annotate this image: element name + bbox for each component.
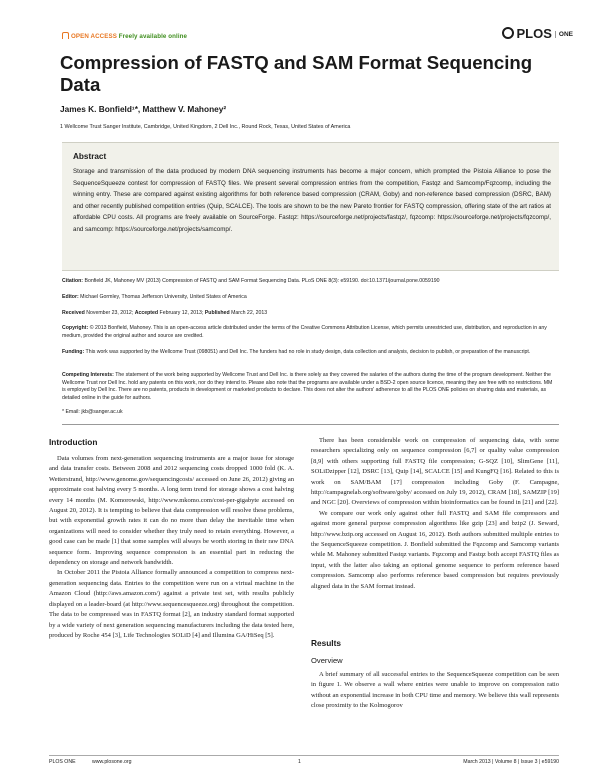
right-column	[311, 436, 559, 592]
footer-journal: PLOS ONE	[49, 759, 76, 765]
introduction-heading: Introduction	[49, 437, 98, 447]
page-number: 1	[298, 759, 301, 765]
overview-text: A brief summary of all successful entries to the SequenceSqueeze competition can be seen in figure 1. We observe a wall where entries were unable to improve on compression ratio without an exponential increase in both CPU time and memory. We believe this wall represents close proximity to the Kolmogorov	[311, 671, 559, 710]
overview-heading: Overview	[311, 656, 343, 665]
copyright-line: Copyright: © 2013 Bonfield, Mahoney. This is an open-access article distributed under the terms of the Creative Commons Attribution License, which permits unrestricted use, distribution, and reproduction in any medium, provided the original author and source are credited.	[62, 325, 547, 339]
citation-line: Citation: Bonfield JK, Mahoney MV (2013) Compression of FASTQ and SAM Format Sequencing Data. PLoS ONE 8(3): e59190. doi:10.1371/journal.pone.0059190	[62, 278, 440, 284]
abstract-text: Storage and transmission of the data produced by modern DNA sequencing instruments has become a major concern, which prompted the Pistoia Alliance to pose the SequenceSqueeze contest for compression of FASTQ files. We present several compression entries from the competition, Fastqz and Samcomp/Fqzcomp, including the winning entry. These are compared against existing algorithms for both reference based compression (CRAM, Goby) and non-reference based compression (DSRC, BAM) and other recently published competition entries (Quip, SCALCE). The tools are shown to be the new Pareto frontier for FASTQ compression, offering state of the art ratios at affordable CPU costs. All programs are freely available on SourceForge. Fastqz: https://sourceforge.net/projects/fastqz/, fqzcomp: https://sourceforge.net/projects/fqzcomp/, and samcomp: https://sourceforge.net/projects/samcomp/.	[73, 168, 551, 233]
results-heading: Results	[311, 638, 341, 648]
editor-line: Editor: Michael Gormley, Thomas Jefferson University, United States of America	[62, 294, 247, 300]
plos-ring-icon	[502, 27, 514, 39]
dates-line: Received November 23, 2012; Accepted February 12, 2013; Published March 22, 2013	[62, 310, 268, 316]
affiliations: 1 Wellcome Trust Sanger Institute, Cambridge, United Kingdom, 2 Dell Inc., Round Rock, Texas, United States of America	[60, 124, 351, 130]
intro-paragraph: Data volumes from next-generation sequencing instruments are a major issue for storage and data transfer costs. Between 2008 and 2012 sequencing costs dropped 1000 fold (K. A. Wetterstrand, http://www.genome.gov/sequencingcosts/ accessed on June 26, 2012) giving an approximate cost halving every 5 months. A long term trend for storage shows a cost halving every 14 months (M. Komorowski, http://www.mkomo.com/cost-per-gigabyte accessed on August 20, 2012). It is tempting to believe that data compression will resolve these problems, but with exponential growth rates it can do no more than delay the inevitable time when organizations will need to consider whether they truly need to retain everything. However, a good case can be made [1] that some samples will always be worth storing in their raw DNA sequence form. Improving sequence compression is an essential part in reducing the dependency on storage and network bandwidth.	[49, 455, 294, 567]
abstract-heading: Abstract	[73, 152, 107, 161]
section-divider	[62, 424, 559, 425]
plos-one-logo: PLOS ONE	[502, 26, 574, 41]
footer-issue: March 2013 | Volume 8 | Issue 3 | e59190	[463, 759, 559, 765]
intro-paragraph: In October 2011 the Pistoia Alliance formally announced a competition to compress next-generation sequencing data. Entries to the competition were run on a virtual machine in the Amazon Cloud (http://aws.amazon.com/) against a private test set, with results publicly displayed on a leader-board (at http://www.sequencesqueeze.org) throughout the competition. The data to be compressed was in FASTQ format [2], an industry standard format supported by a wide variety of next generation sequencing manufacturers including the data tested here, produced by Roche 454 [3], Life Technologies SOLiD [4] and Illumina GA/HiSeq [5].	[49, 569, 294, 639]
footer-url: www.plosone.org	[92, 759, 132, 765]
body-paragraph: There has been considerable work on compression of sequencing data, with some researchers specializing only on sequence compression [6,7] or quality value compression [8,9] with others supporting full FASTQ file compression; G-SQZ [10], SlimGene [11], SOLiDzipper [12], DSRC [13], Quip [14], SCALCE [15] and KungFQ [16]. Related to this is work on SAM/BAM [17] compression including Goby (F. Campagne, http://campagnelab.org/software/goby/ accessed on July 19, 2012), CRAM [18], SAMZIP [19] and NGC [20]. Overviews of compression within bioinformatics can be found in [21] and [22].	[311, 437, 559, 507]
author-list: James K. Bonfield¹*, Matthew V. Mahoney²	[60, 104, 227, 114]
footer-rule	[49, 755, 559, 756]
competing-interests: Competing Interests: The statement of the work being supported by Wellcome Trust and Dell Inc. is there solely as they covered the salaries of the authors during the time of the program development. Neither the Wellcome Trust nor Dell Inc. hold any patents on this work, nor do they intend to. Please also note that the programs are available under a BSD-2 open source licence, meaning they are free with no restrictions. MM is employed by Dell Inc. There are no patents, products in development or marketed products to declare. This does not alter the authors' adherence to all the PLOS ONE policies on sharing data and materials, as detailed online in the guide for authors.	[62, 372, 553, 401]
article-title: Compression of FASTQ and SAM Format Sequencing Data	[60, 52, 533, 95]
left-column	[49, 454, 294, 641]
open-access-badge: OPEN ACCESS Freely available online	[62, 31, 187, 40]
email-line: * Email: jkb@sanger.ac.uk	[62, 409, 123, 415]
body-paragraph: We compare our work only against other full FASTQ and SAM file compressors and against more general purpose compression algorithms like gzip [23] and bzip2 (J. Seward, http://www.bzip.org accessed on August 16, 2012). Both authors submitted multiple entries to the SequenceSqueeze competition. J. Bonfield submitted the Fqzcomp and Samcomp variants while M. Mahoney submitted Fastqz variants. Fqzcomp and Fastqz both accept FASTQ files as input, with the latter also taking an optional genome sequence to perform reference based compression. Samcomp also performs reference based compression but requires previously aligned data in the SAM format instead.	[311, 509, 559, 590]
open-lock-icon	[62, 32, 69, 39]
funding-line: Funding: This work was supported by the Wellcome Trust (098051) and Dell Inc. The funders had no role in study design, data collection and analysis, decision to publish, or preparation of the manuscript.	[62, 349, 531, 355]
